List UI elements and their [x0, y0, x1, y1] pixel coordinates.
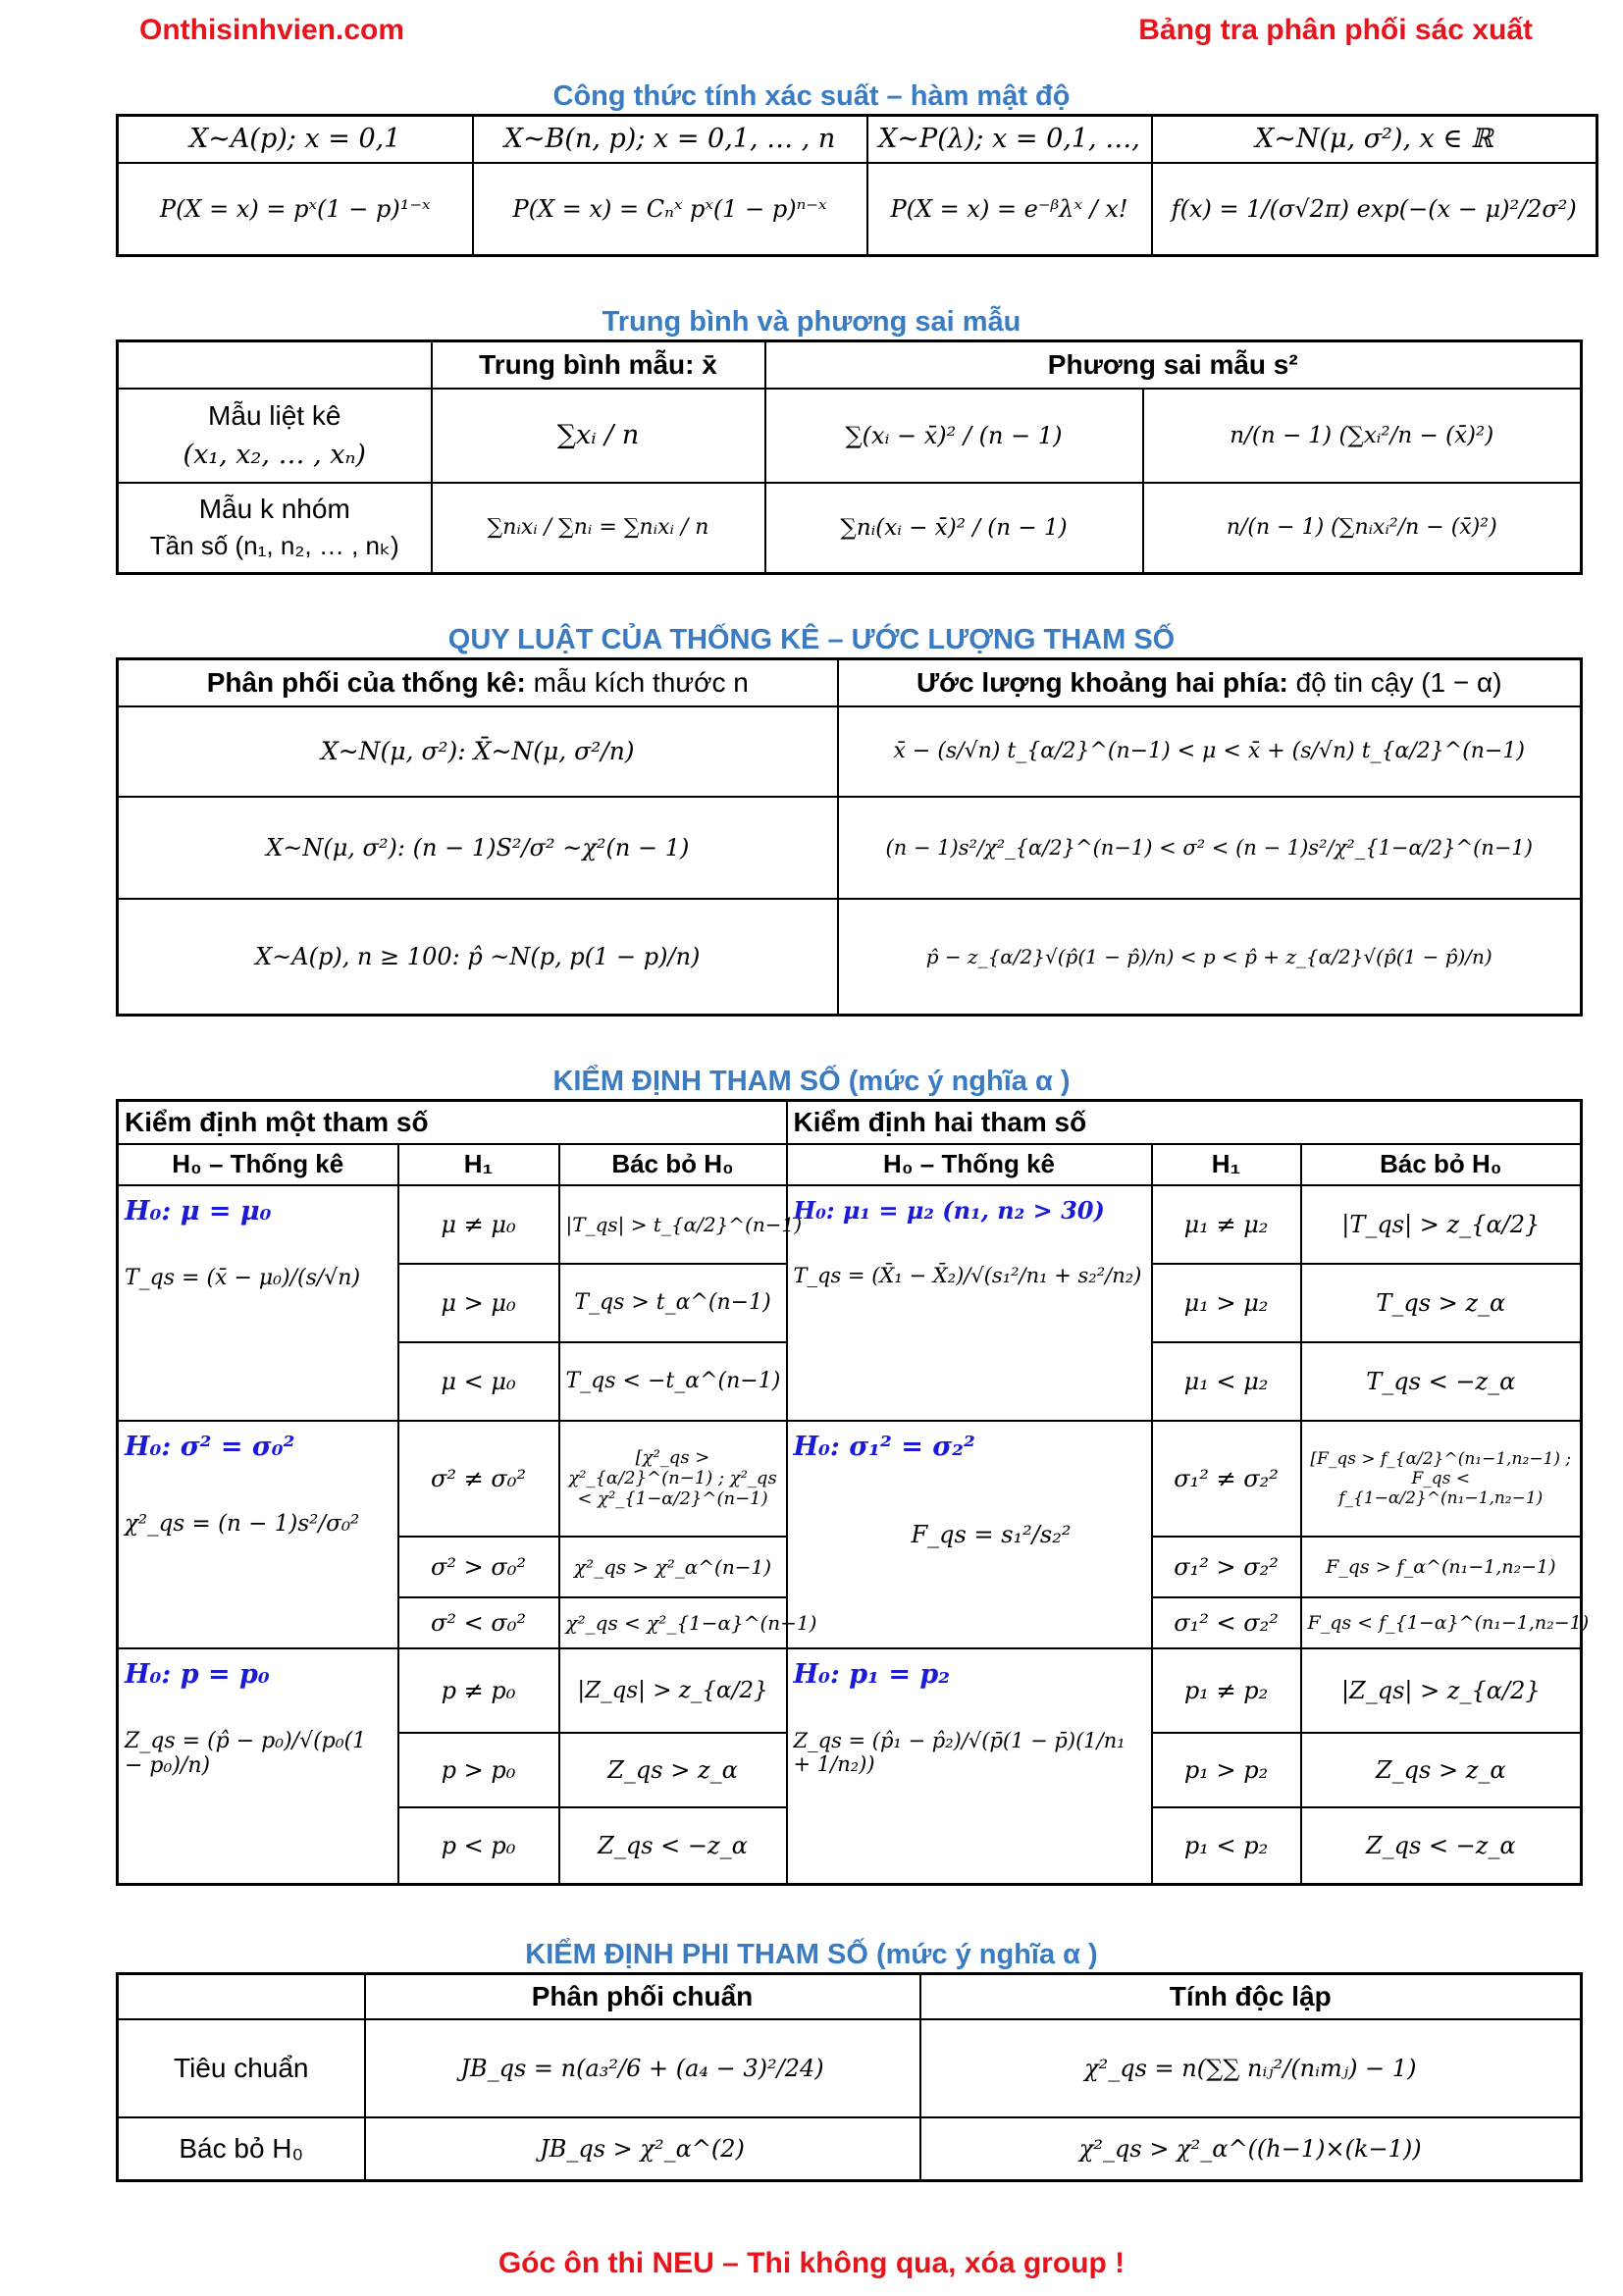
reject-mean-lt: T_qs < −t_α^(n−1): [559, 1342, 787, 1421]
reject-var-gt: χ²_qs > χ²_α^(n−1): [559, 1537, 787, 1597]
col-reject-1: Bác bỏ H₀: [559, 1144, 787, 1185]
h1-var-gt: σ² > σ₀²: [398, 1537, 559, 1597]
reject-means-lt: T_qs < −z_α: [1301, 1342, 1582, 1421]
reject-mean-gt: T_qs > t_α^(n−1): [559, 1264, 787, 1342]
reject-means-neq: |T_qs| > z_{α/2}: [1301, 1185, 1582, 1264]
one-param-header: Kiểm định một tham số: [118, 1101, 787, 1144]
reject-prop-neq: |Z_qs| > z_{α/2}: [559, 1648, 787, 1733]
site-name: Onthisinhvien.com: [139, 14, 405, 46]
param-test-table: [116, 1099, 1590, 1886]
h1-var-neq: σ² ≠ σ₀²: [398, 1421, 559, 1537]
jb-statistic: JB_qs = n(a₃²/6 + (a₄ − 3)²/24): [365, 2019, 920, 2117]
stat-variance: X~N(μ, σ²): (n − 1)S²/σ² ~χ²(n − 1): [118, 797, 838, 899]
nonparam-table: [116, 1972, 1583, 2182]
h1-prop-lt: p < p₀: [398, 1807, 559, 1885]
test-mean-two: H₀: μ₁ = μ₂ (n₁, n₂ > 30) T_qs = (X̄₁ − X̄₂)/√(s₁²/n₁ + s₂²/n₂): [787, 1185, 1152, 1421]
h1-mean-gt: μ > μ₀: [398, 1264, 559, 1342]
reject-mean-neq: |T_qs| > t_{α/2}^(n−1): [559, 1185, 787, 1264]
test-var-one: H₀: σ² = σ₀² χ²_qs = (n − 1)s²/σ₀²: [118, 1421, 398, 1648]
footer-note: Góc ôn thi NEU – Thi không qua, xóa group !: [497, 2247, 1126, 2279]
h1-means-neq: μ₁ ≠ μ₂: [1152, 1185, 1301, 1264]
var-listed-1: ∑(xᵢ − x̄)² / (n − 1): [765, 389, 1143, 483]
ci-proportion: p̂ − z_{α/2}√(p̂(1 − p̂)/n) < p < p̂ + z_{α/2}√(p̂(1 − p̂)/n): [838, 899, 1582, 1016]
test-var-two: H₀: σ₁² = σ₂² F_qs = s₁²/s₂²: [787, 1421, 1152, 1648]
estimation-table: [116, 657, 1583, 1017]
jb-reject: JB_qs > χ²_α^(2): [365, 2117, 920, 2181]
col-h0-stat-1: H₀ – Thống kê: [118, 1144, 398, 1185]
dist-binomial: X~B(n, p); x = 0,1, … , n: [473, 116, 867, 163]
h1-props-neq: p₁ ≠ p₂: [1152, 1648, 1301, 1733]
reject-props-lt: Z_qs < −z_α: [1301, 1807, 1582, 1885]
h1-means-lt: μ₁ < μ₂: [1152, 1342, 1301, 1421]
col-reject-2: Bác bỏ H₀: [1301, 1144, 1582, 1185]
col-variance: Phương sai mẫu s²: [765, 341, 1582, 389]
chisq-independence: χ²_qs = n(∑∑ nᵢⱼ²/(nᵢmⱼ) − 1): [920, 2019, 1582, 2117]
reject-vars-lt: F_qs < f_{1−α}^(n₁−1,n₂−1): [1301, 1597, 1582, 1648]
test-prop-two: H₀: p₁ = p₂ Z_qs = (p̂₁ − p̂₂)/√(p̄(1 − p̄)(1/n₁ + 1/n₂)): [787, 1648, 1152, 1885]
reject-props-neq: |Z_qs| > z_{α/2}: [1301, 1648, 1582, 1733]
section-title-param-tests: KIỂM ĐỊNH THAM SỐ (mức ý nghĩa α ): [552, 1066, 1071, 1097]
reject-prop-gt: Z_qs > z_α: [559, 1733, 787, 1807]
sample-table: [116, 339, 1583, 575]
dist-bernoulli: X~A(p); x = 0,1: [118, 116, 473, 163]
h1-vars-gt: σ₁² > σ₂²: [1152, 1537, 1301, 1597]
h1-vars-neq: σ₁² ≠ σ₂²: [1152, 1421, 1301, 1537]
section-title-nonparam: KIỂM ĐỊNH PHI THAM SỐ (mức ý nghĩa α ): [525, 1939, 1098, 1970]
row-reject: Bác bỏ H₀: [118, 2117, 365, 2181]
h1-props-lt: p₁ < p₂: [1152, 1807, 1301, 1885]
chisq-reject: χ²_qs > χ²_α^((h−1)×(k−1)): [920, 2117, 1582, 2181]
ci-variance: (n − 1)s²/χ²_{α/2}^(n−1) < σ² < (n − 1)s²/χ²_{1−α/2}^(n−1): [838, 797, 1582, 899]
col-h0-stat-2: H₀ – Thống kê: [787, 1144, 1152, 1185]
var-listed-2: n/(n − 1) (∑xᵢ²/n − (x̄)²): [1143, 389, 1582, 483]
h1-var-lt: σ² < σ₀²: [398, 1597, 559, 1648]
col-normality: Phân phối chuẩn: [365, 1974, 920, 2019]
var-grouped-2: n/(n − 1) (∑nᵢxᵢ²/n − (x̄)²): [1143, 483, 1582, 574]
pmf-binomial: P(X = x) = Cₙˣ pˣ(1 − p)ⁿ⁻ˣ: [473, 163, 867, 256]
test-prop-one: H₀: p = p₀ Z_qs = (p̂ − p₀)/√(p₀(1 − p₀)/n): [118, 1648, 398, 1885]
h1-mean-neq: μ ≠ μ₀: [398, 1185, 559, 1264]
col-independence: Tính độc lập: [920, 1974, 1582, 2019]
test-mean-one: H₀: μ = μ₀ T_qs = (x̄ − μ₀)/(s/√n): [118, 1185, 398, 1421]
h1-means-gt: μ₁ > μ₂: [1152, 1264, 1301, 1342]
dist-poisson: X~P(λ); x = 0,1, …,: [867, 116, 1152, 163]
section-title-probability: Công thức tính xác suất – hàm mật độ: [552, 80, 1071, 112]
reject-props-gt: Z_qs > z_α: [1301, 1733, 1582, 1807]
section-title-sample: Trung bình và phương sai mẫu: [602, 306, 1021, 338]
dist-normal: X~N(μ, σ²), x ∈ ℝ: [1152, 116, 1597, 163]
row-listed: Mẫu liệt kê (x₁, x₂, … , xₙ): [118, 389, 432, 483]
head-interval: Ước lượng khoảng hai phía: độ tin cậy (1 − α): [838, 659, 1582, 706]
reject-vars-gt: F_qs > f_α^(n₁−1,n₂−1): [1301, 1537, 1582, 1597]
two-param-header: Kiểm định hai tham số: [787, 1101, 1582, 1144]
stat-mean: X~N(μ, σ²): X̄~N(μ, σ²/n): [118, 706, 838, 797]
reject-vars-neq: [F_qs > f_{α/2}^(n₁−1,n₂−1) ; F_qs < f_{1−α/2}^(n₁−1,n₂−1): [1301, 1421, 1582, 1537]
reject-var-neq: [χ²_qs > χ²_{α/2}^(n−1) ; χ²_qs < χ²_{1−α/2}^(n−1): [559, 1421, 787, 1537]
h1-prop-neq: p ≠ p₀: [398, 1648, 559, 1733]
reject-means-gt: T_qs > z_α: [1301, 1264, 1582, 1342]
probability-table: [116, 114, 1598, 257]
pmf-bernoulli: P(X = x) = pˣ(1 − p)¹⁻ˣ: [118, 163, 473, 256]
row-grouped: Mẫu k nhóm Tần số (n₁, n₂, … , nₖ): [118, 483, 432, 574]
mean-grouped: ∑nᵢxᵢ / ∑nᵢ = ∑nᵢxᵢ / n: [432, 483, 765, 574]
pdf-normal: f(x) = 1/(σ√2π) exp(−(x − μ)²/2σ²): [1152, 163, 1597, 256]
section-title-estimation: QUY LUẬT CỦA THỐNG KÊ – ƯỚC LƯỢNG THAM SỐ: [447, 624, 1176, 655]
reject-var-lt: χ²_qs < χ²_{1−α}^(n−1): [559, 1597, 787, 1648]
col-h1-2: H₁: [1152, 1144, 1301, 1185]
ci-mean: x̄ − (s/√n) t_{α/2}^(n−1) < μ < x̄ + (s/√n) t_{α/2}^(n−1): [838, 706, 1582, 797]
stat-proportion: X~A(p), n ≥ 100: p̂ ~N(p, p(1 − p)/n): [118, 899, 838, 1016]
h1-props-gt: p₁ > p₂: [1152, 1733, 1301, 1807]
row-criterion: Tiêu chuẩn: [118, 2019, 365, 2117]
h1-mean-lt: μ < μ₀: [398, 1342, 559, 1421]
col-h1-1: H₁: [398, 1144, 559, 1185]
col-mean: Trung bình mẫu: x̄: [432, 341, 765, 389]
head-stat-dist: Phân phối của thống kê: mẫu kích thước n: [118, 659, 838, 706]
mean-listed: ∑xᵢ / n: [432, 389, 765, 483]
h1-prop-gt: p > p₀: [398, 1733, 559, 1807]
var-grouped-1: ∑nᵢ(xᵢ − x̄)² / (n − 1): [765, 483, 1143, 574]
sheet-title: Bảng tra phân phối sác xuất: [1138, 14, 1533, 46]
h1-vars-lt: σ₁² < σ₂²: [1152, 1597, 1301, 1648]
pmf-poisson: P(X = x) = e⁻ᵝλˣ / x!: [867, 163, 1152, 256]
reject-prop-lt: Z_qs < −z_α: [559, 1807, 787, 1885]
